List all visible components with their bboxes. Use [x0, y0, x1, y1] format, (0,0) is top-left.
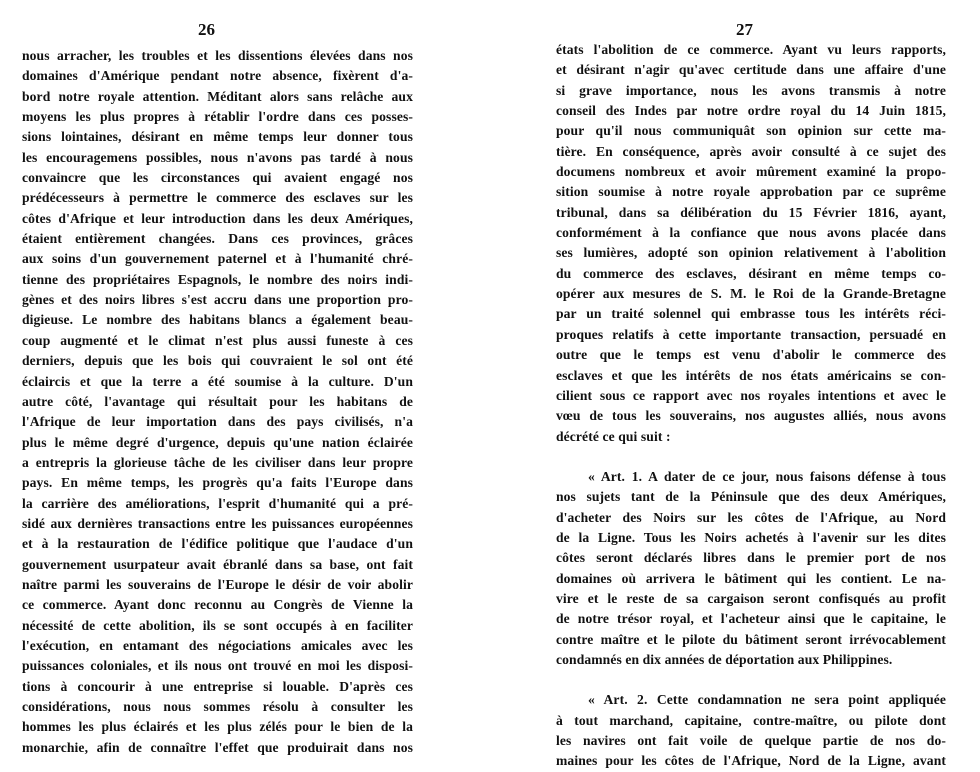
text-line: autre côté, l'avantage qui résultait pour les habitans de	[22, 393, 413, 409]
text-line: naître parmi les souverains de l'Europe le désir de voir abolir	[22, 576, 413, 592]
text-line: la carrière des améliorations, l'esprit d'humanité qui a pré-	[22, 495, 413, 511]
text-line: tribunal, dans sa délibération du 15 Février 1816, ayant,	[556, 204, 946, 220]
text-line: « Art. 2. Cette condamnation ne sera point appliquée	[588, 692, 946, 708]
text-line: tière. En conséquence, après avoir consulté à ce sujet des	[556, 143, 946, 159]
text-line: convaincre que les circonstances qui avaient engagé nos	[22, 170, 413, 186]
text-line: l'exécution, en entamant des négociations amicales avec les	[22, 637, 413, 653]
text-line: pays. En même temps, les progrès qu'a faits l'Europe dans	[22, 475, 413, 491]
text-line: de la Ligne. Tous les Noirs achetés à l'avenir sur les dites	[556, 529, 946, 545]
text-line: contre maître et le pilote du bâtiment seront irrévocablement	[556, 631, 946, 647]
text-line: monarchie, afin de connaître l'effet que produirait dans nos	[22, 739, 413, 755]
text-line: outre que le temps est venu d'abolir le commerce des	[556, 347, 946, 363]
text-line: conformément à la confiance que nous avons placée dans	[556, 225, 946, 241]
text-line: gènes et des noirs libres s'est accru dans une proportion pro-	[22, 292, 413, 308]
text-line: les encouragemens possibles, nous n'avons pas tardé à nous	[22, 149, 413, 165]
text-line: proques relatifs à cette importante transaction, persuadé en	[556, 326, 946, 342]
paragraph-gap	[556, 670, 946, 690]
text-line: digieuse. Le nombre des habitans blancs a également beau-	[22, 312, 413, 328]
text-line: domaines d'Amérique pendant notre absence, fixèrent d'a-	[22, 68, 413, 84]
text-line: et à la restauration de l'édifice politique que l'audace d'un	[22, 536, 413, 552]
text-line: par un traité solennel qui embrasse tous les intérêts réci-	[556, 306, 946, 322]
page-number-right: 27	[736, 20, 753, 39]
text-line: vire et le reste de sa cargaison seront confisqués au profit	[556, 590, 946, 606]
text-line: tions à concourir à une entreprise si louable. D'après ces	[22, 678, 413, 694]
text-line: l'Afrique de leur importation dans des pays civilisés, n'a	[22, 414, 413, 430]
text-line: pour qu'il nous communiquât son opinion sur cette ma-	[556, 123, 946, 139]
text-line: domaines où arrivera le bâtiment qui les contient. Le na-	[556, 570, 946, 586]
text-line: nécessité de cette abolition, ils se sont occupés à en faciliter	[22, 617, 413, 633]
text-line: opérer aux mesures de S. M. le Roi de la Grande-Bretagne	[556, 286, 946, 302]
text-line: étaient entièrement changées. Dans ces provinces, grâces	[22, 231, 413, 247]
text-line: ses lumières, adopté son opinion relativement à l'abolition	[556, 245, 946, 261]
article-paragraph	[556, 690, 946, 771]
text-line: hommes les plus éclairés et les plus zélés pour le bien de la	[22, 719, 413, 735]
text-line: états l'abolition de ce commerce. Ayant vu leurs rapports,	[556, 42, 946, 57]
text-line: derniers, depuis que les bois qui couvraient le sol ont été	[22, 353, 413, 369]
text-line: coup augmenté et le climat n'est plus aussi funeste à ces	[22, 332, 413, 348]
text-line: d'acheter des Noirs sur les côtes de l'Afrique, au Nord	[556, 509, 946, 525]
paragraph-gap	[556, 447, 946, 467]
text-line: condamnés en dix années de déportation aux Philippines.	[556, 651, 893, 667]
text-line: tienne des propriétaires Espagnols, le nombre des noirs indi-	[22, 271, 413, 287]
text-line: à tout marchand, capitaine, contre-maître, ou pilote dont	[556, 712, 946, 728]
text-line: aux soins d'un gouvernement paternel et à l'humanité chré-	[22, 251, 413, 267]
text-line: côtes seront déclarés libres dans le premier port de nos	[556, 550, 946, 566]
text-line: moyens les plus propres à rétablir l'ordre dans ces posses-	[22, 109, 413, 125]
text-line: si grave importance, nous les avons transmis à notre	[556, 82, 946, 98]
text-line: nous arracher, les troubles et les dissentions élevées dans nos	[22, 48, 413, 63]
text-line: du commerce des esclaves, désirant en même temps co-	[556, 265, 946, 281]
left-page-text	[22, 46, 413, 758]
text-line: sition soumise à notre royale approbation par ce suprême	[556, 184, 946, 200]
text-line: nos sujets tant de la Péninsule que des deux Amériques,	[556, 489, 946, 505]
text-line: prédécesseurs à permettre le commerce des esclaves sur les	[22, 190, 413, 206]
text-line: puissances coloniales, et ils nous ont trouvé en moi les disposi-	[22, 658, 413, 674]
text-line: côtes d'Afrique et leur introduction dans les deux Amériques,	[22, 210, 413, 226]
text-line: considérations, nous nous sommes résolu à consulter les	[22, 699, 413, 714]
preamble-paragraph	[556, 40, 946, 447]
article-paragraph	[556, 467, 946, 670]
text-line: gouvernement usurpateur avait ébranlé dans sa base, ont fait	[22, 556, 413, 572]
page-number-left: 26	[198, 20, 215, 39]
text-line: esclaves et que les intérêts de nos états américains se con-	[556, 367, 946, 383]
text-line: et désirant n'agir qu'avec certitude dans une affaire d'une	[556, 62, 946, 78]
text-line: vœu de tous les souverains, nos augustes alliés, nous avons	[556, 408, 946, 424]
text-line: plus le même degré d'urgence, depuis qu'une nation éclairée	[22, 434, 413, 450]
text-line: ce commerce. Ayant donc reconnu au Congrès de Vienne la	[22, 597, 413, 613]
text-line: éclaircis et que la terre a été soumise à la culture. D'un	[22, 373, 413, 389]
text-line: de notre trésor royal, et l'acheteur ainsi que le capitaine, le	[556, 611, 946, 627]
text-line: documens nombreux et avoir mûrement examiné la propo-	[556, 164, 946, 180]
text-line: cilient sous ce rapport avec nos royales intentions et avec le	[556, 387, 946, 403]
text-line: les navires ont fait voile de quelque partie de nos do-	[556, 733, 946, 748]
text-line: a entrepris la glorieuse tâche de les civiliser dans leur propre	[22, 454, 413, 470]
text-line: bord notre royale attention. Méditant alors sans relâche aux	[22, 88, 413, 104]
left-page	[0, 0, 490, 755]
text-line: sidé aux dernières transactions entre les puissances européennes	[22, 515, 413, 531]
right-page	[490, 0, 980, 769]
text-line: sions lointaines, désirant en même temps leur donner tous	[22, 129, 413, 145]
text-line: « Art. 1. A dater de ce jour, nous faisons défense à tous	[588, 468, 946, 484]
text-line: maines pour les côtes de l'Afrique, Nord de la Ligne, avant	[556, 753, 946, 769]
text-line: décrété ce qui suit :	[556, 428, 671, 444]
right-page-text	[556, 40, 946, 772]
text-line: conseil des Indes par notre ordre royal du 14 Juin 1815,	[556, 103, 946, 119]
